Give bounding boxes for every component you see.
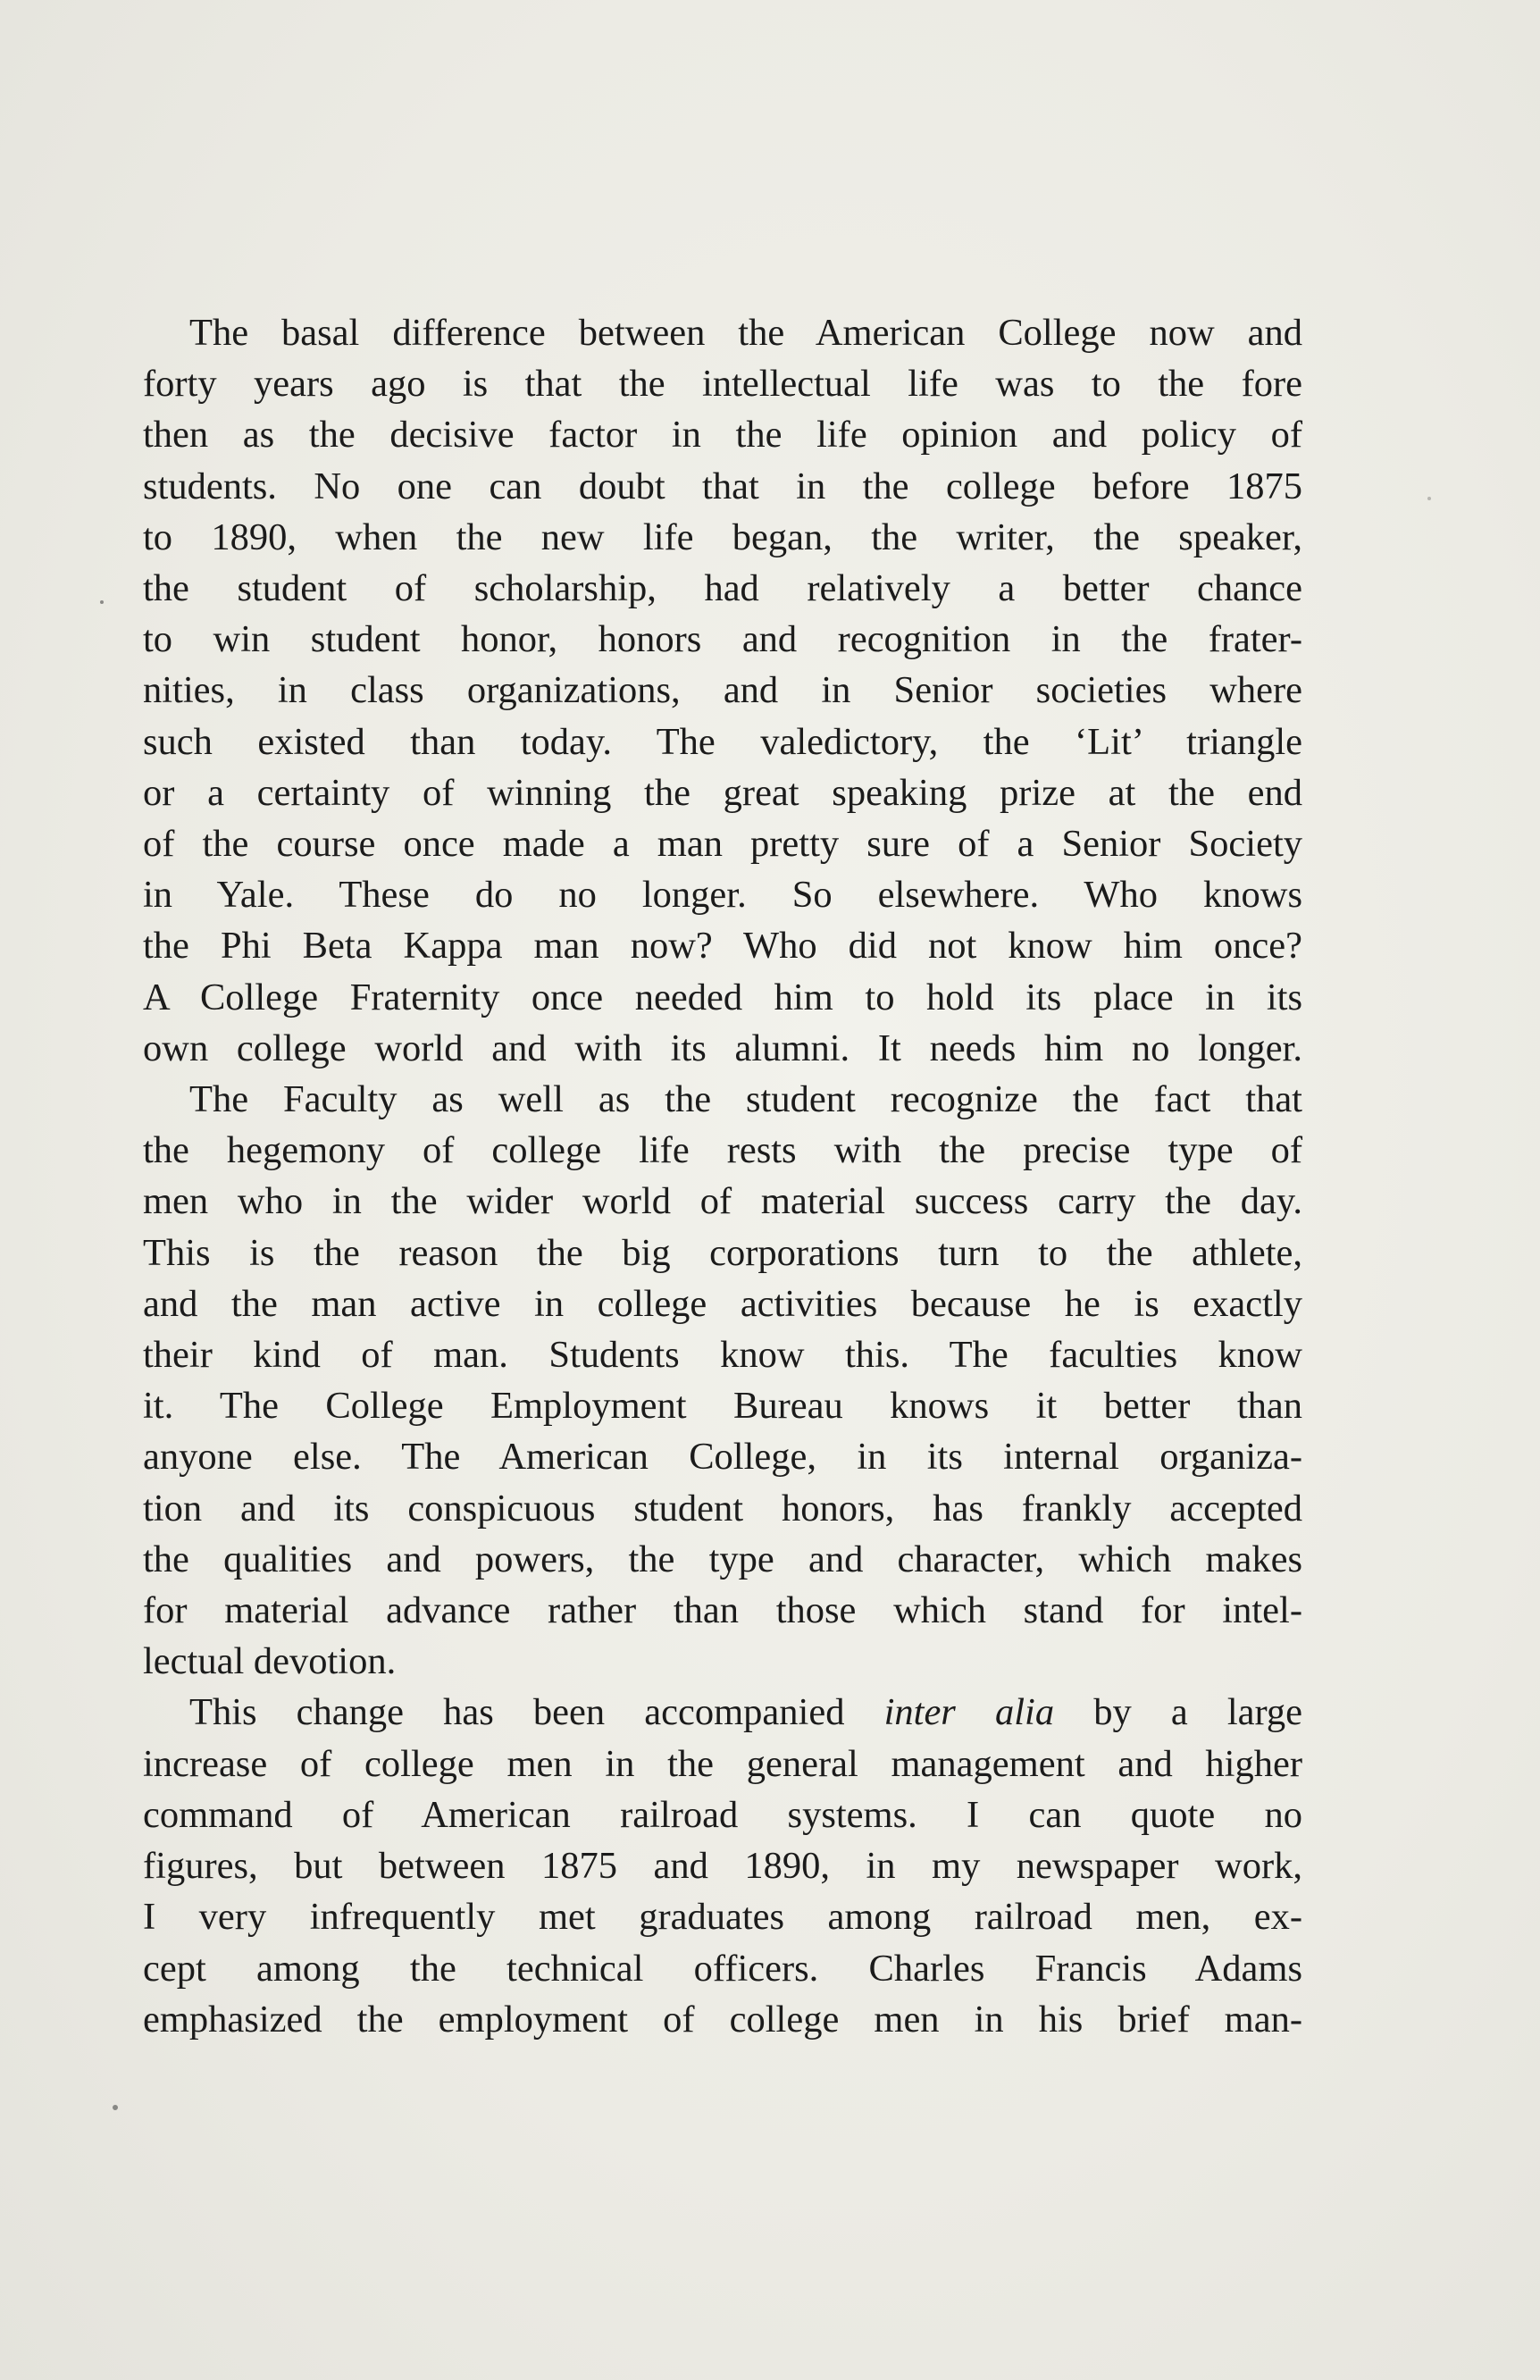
text-line: men who in the wider world of material success carry the day. bbox=[143, 1180, 1302, 1223]
text-line: This is the reason the big corporations turn to the athlete, bbox=[143, 1231, 1302, 1274]
dust-speck bbox=[100, 600, 104, 604]
text-line: The basal difference between the American College now and bbox=[189, 312, 1302, 354]
text-line: own college world and with its alumni. It needs him no longer. bbox=[143, 1027, 1302, 1069]
text-line: and the man active in college activities because he is exactly bbox=[143, 1282, 1302, 1325]
text-line: the qualities and powers, the type and character, which makes bbox=[143, 1538, 1302, 1580]
text-line: figures, but between 1875 and 1890, in my newspaper work, bbox=[143, 1845, 1302, 1888]
italic-phrase: inter alia bbox=[883, 1691, 1055, 1734]
text-line: to 1890, when the new life began, the writer, the speaker, bbox=[143, 515, 1302, 558]
text-line: I very infrequently met graduates among railroad men, ex- bbox=[143, 1896, 1302, 1939]
text-run: This change has been accompanied bbox=[189, 1691, 845, 1734]
paragraph-1 bbox=[143, 307, 1302, 1074]
text-line: the student of scholarship, had relatively a better chance bbox=[143, 567, 1302, 610]
text-line: students. No one can doubt that in the college before 1875 bbox=[143, 465, 1302, 507]
text-line: nities, in class organizations, and in Senior societies where bbox=[143, 669, 1302, 712]
text-line: the hegemony of college life rests with the precise type of bbox=[143, 1129, 1302, 1172]
text-line: forty years ago is that the intellectual life was to the fore bbox=[143, 363, 1302, 406]
text-line: increase of college men in the general management and higher bbox=[143, 1742, 1302, 1785]
text-line: of the course once made a man pretty sure of a Senior Society bbox=[143, 823, 1302, 866]
text-line: tion and its conspicuous student honors, has frankly accepted bbox=[143, 1487, 1302, 1529]
text-line: for material advance rather than those which stand for intel- bbox=[143, 1589, 1302, 1632]
paragraph-2 bbox=[143, 1074, 1302, 1687]
paragraph-3 bbox=[143, 1687, 1302, 2044]
text-line: in Yale. These do no longer. So elsewhere. Who knows bbox=[143, 874, 1302, 917]
text-line: command of American railroad systems. I can quote no bbox=[143, 1793, 1302, 1836]
text-line: to win student honor, honors and recognition in the frater- bbox=[143, 618, 1302, 661]
text-line: the Phi Beta Kappa man now? Who did not know him once? bbox=[143, 925, 1302, 968]
text-line: anyone else. The American College, in its internal organiza- bbox=[143, 1436, 1302, 1479]
dust-speck bbox=[1427, 497, 1431, 500]
body-text bbox=[143, 307, 1302, 2045]
text-line: it. The College Employment Bureau knows it better than bbox=[143, 1385, 1302, 1428]
bleed-through-text bbox=[134, 107, 1295, 311]
text-line: cept among the technical officers. Charles Francis Adams bbox=[143, 1947, 1302, 1990]
text-line: A College Fraternity once needed him to hold its place in its bbox=[143, 976, 1302, 1018]
text-line: emphasized the employment of college men in his brief man- bbox=[143, 1998, 1302, 2041]
text-line: The Faculty as well as the student recognize the fact that bbox=[189, 1078, 1302, 1121]
text-line: such existed than today. The valedictory, the ‘Lit’ triangle bbox=[143, 720, 1302, 763]
text-run: by a large bbox=[1093, 1691, 1302, 1734]
text-line bbox=[143, 1687, 1302, 1738]
dust-speck bbox=[113, 2105, 118, 2110]
text-line: then as the decisive factor in the life opinion and policy of bbox=[143, 414, 1302, 457]
text-line: their kind of man. Students know this. The faculties know bbox=[143, 1334, 1302, 1377]
text-line: lectual devotion. bbox=[143, 1640, 397, 1683]
text-line: or a certainty of winning the great speaking prize at the end bbox=[143, 771, 1302, 814]
